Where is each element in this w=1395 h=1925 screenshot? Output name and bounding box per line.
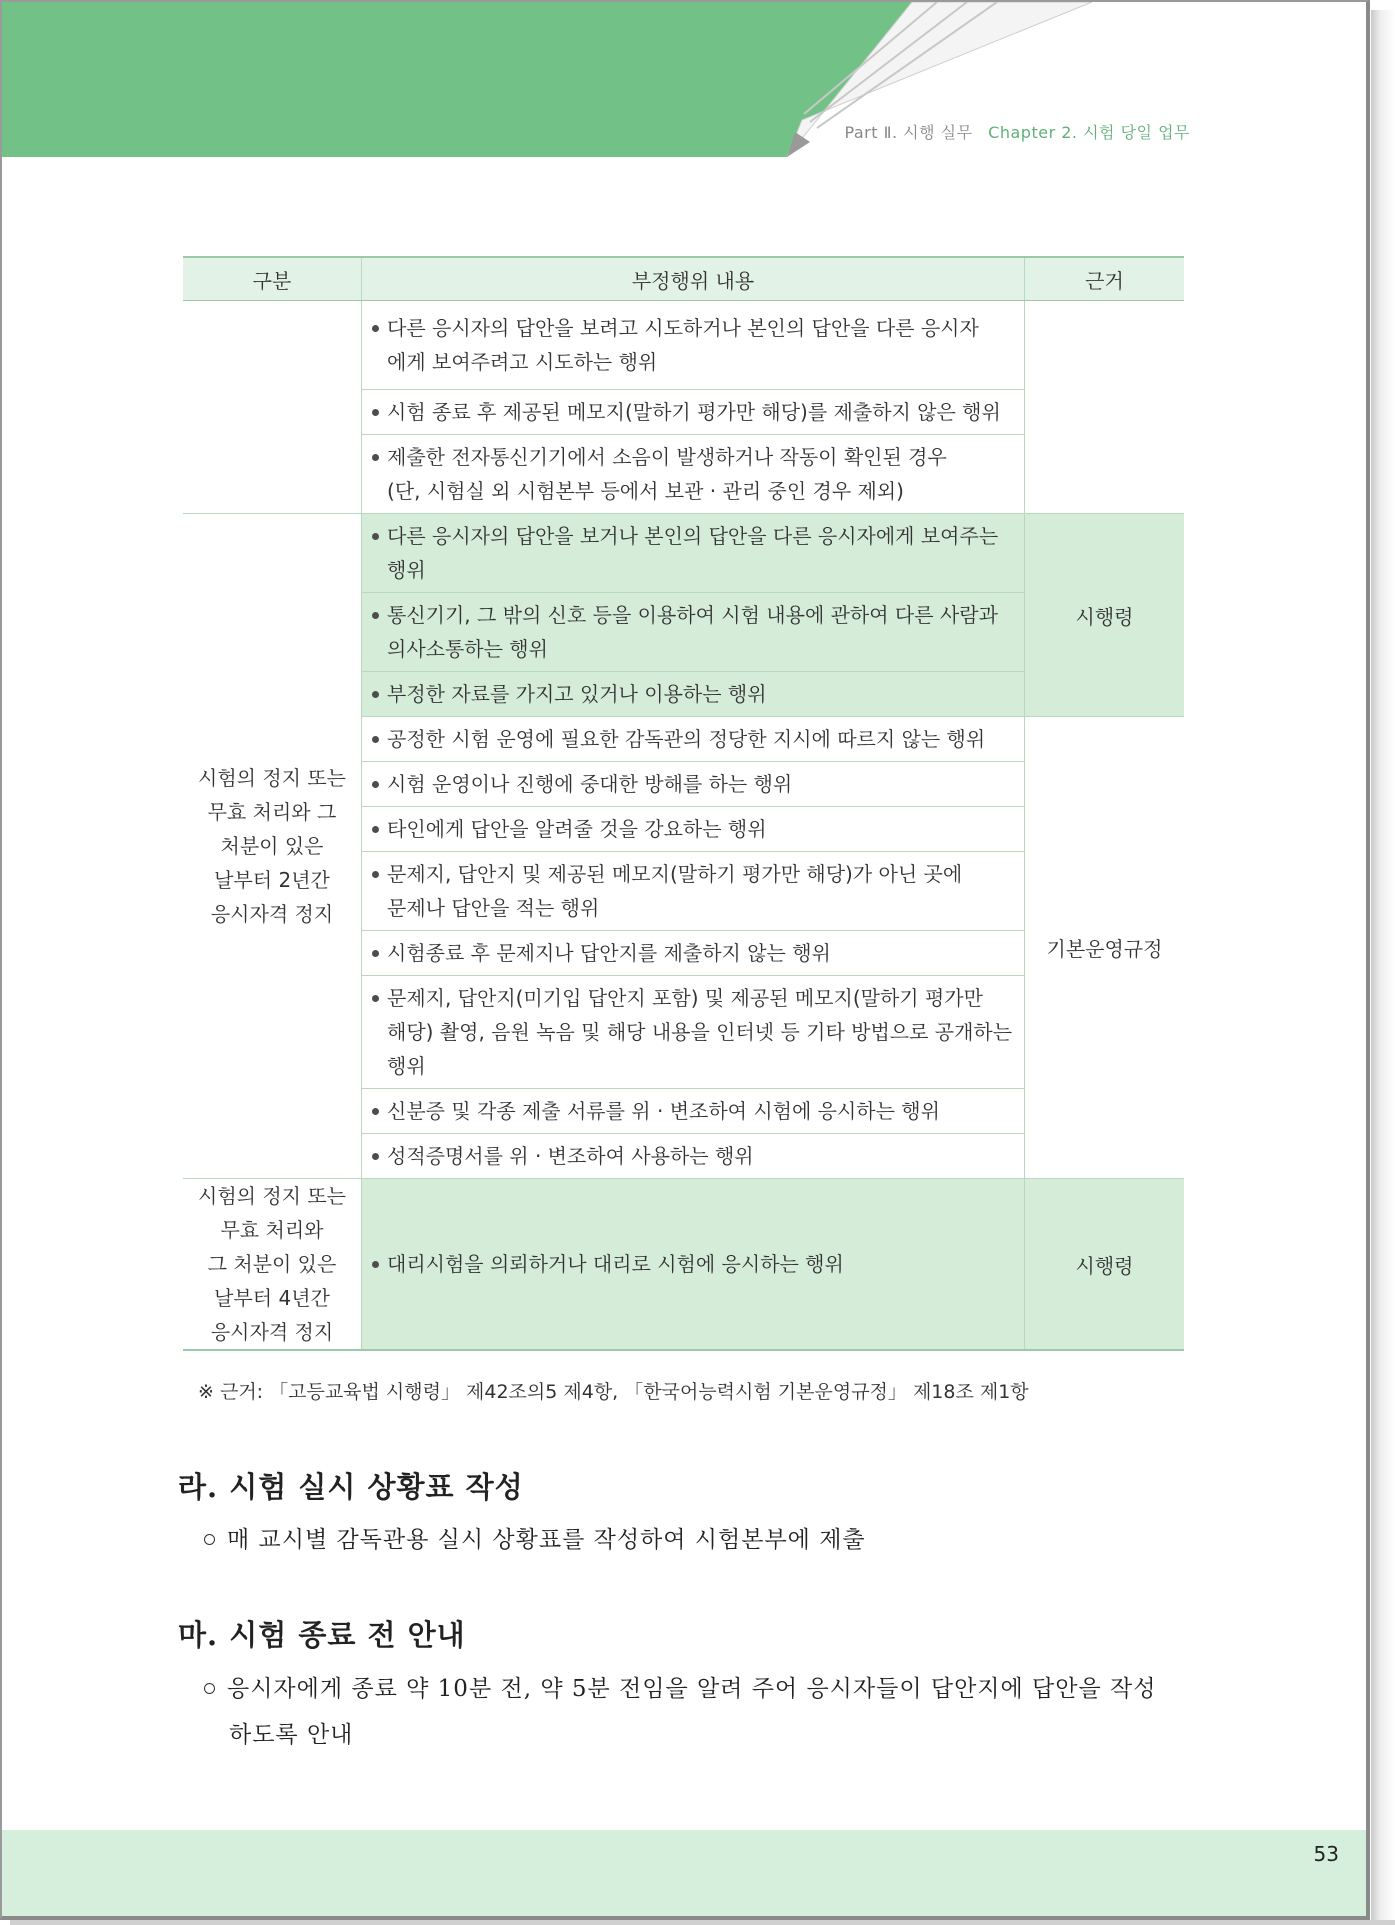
bullet-icon xyxy=(372,781,379,788)
footer-band xyxy=(2,1830,1368,1918)
bullet-icon xyxy=(372,736,379,743)
bullet-icon xyxy=(372,826,379,833)
table-row xyxy=(183,301,1184,390)
page-bottom-shadow xyxy=(10,1920,1395,1925)
content-cell: 타인에게 답안을 알려줄 것을 강요하는 행위 xyxy=(362,807,1025,852)
basis-cell-regulation: 기본운영규정 xyxy=(1025,717,1185,1179)
content-cell: 공정한 시험 운영에 필요한 감독관의 정당한 지시에 따르지 않는 행위 xyxy=(362,717,1025,762)
basis-cell-empty xyxy=(1025,301,1185,514)
page-number: 53 xyxy=(1313,1842,1339,1866)
category-cell-empty xyxy=(183,301,362,514)
bullet-icon xyxy=(372,454,379,461)
content-cell: 제출한 전자통신기기에서 소음이 발생하거나 작동이 확인된 경우 (단, 시험실 외 시험본부 등에서 보관 · 관리 중인 경우 제외) xyxy=(362,435,1025,514)
bullet-icon xyxy=(372,533,379,540)
content-cell: 시험 종료 후 제공된 메모지(말하기 평가만 해당)를 제출하지 않은 행위 xyxy=(362,390,1025,435)
content-cell: 통신기기, 그 밖의 신호 등을 이용하여 시험 내용에 관하여 다른 사람과 의사소통하는 행위 xyxy=(362,593,1025,672)
content-cell: 시험 운영이나 진행에 중대한 방해를 하는 행위 xyxy=(362,762,1025,807)
circle-bullet-icon xyxy=(204,1683,215,1694)
content-cell: 대리시험을 의뢰하거나 대리로 시험에 응시하는 행위 xyxy=(362,1179,1025,1351)
section-title-ra: 라. 시험 실시 상황표 작성 xyxy=(178,1470,524,1504)
section-title-ma: 마. 시험 종료 전 안내 xyxy=(178,1618,466,1652)
bullet-icon xyxy=(372,691,379,698)
content-cell: 성적증명서를 위 · 변조하여 사용하는 행위 xyxy=(362,1134,1025,1179)
bullet-icon xyxy=(372,950,379,957)
bullet-icon xyxy=(372,409,379,416)
chapter-label: Chapter 2. 시험 당일 업무 xyxy=(988,123,1190,142)
basis-cell-decree-4yr: 시행령 xyxy=(1025,1179,1185,1351)
content-cell: 문제지, 답안지 및 제공된 메모지(말하기 평가만 해당)가 아닌 곳에 문제나 답안을 적는 행위 xyxy=(362,852,1025,931)
content-cell: 신분증 및 각종 제출 서류를 위 · 변조하여 시험에 응시하는 행위 xyxy=(362,1089,1025,1134)
table-header-row xyxy=(183,257,1184,301)
circle-bullet-icon xyxy=(204,1534,215,1545)
content-cell: 시험종료 후 문제지나 답안지를 제출하지 않는 행위 xyxy=(362,931,1025,976)
bullet-icon xyxy=(372,612,379,619)
basis-cell-decree: 시행령 xyxy=(1025,514,1185,717)
part-label: Part Ⅱ. 시행 실무 xyxy=(844,123,973,142)
misconduct-table xyxy=(183,256,1184,1351)
category-cell-2yr: 시험의 정지 또는 무효 처리와 그 처분이 있은 날부터 2년간 응시자격 정지 xyxy=(183,514,362,1179)
content-cell: 문제지, 답안지(미기입 답안지 포함) 및 제공된 메모지(말하기 평가만 해당) 촬영, 음원 녹음 및 해당 내용을 인터넷 등 기타 방법으로 공개하는 행위 xyxy=(362,976,1025,1089)
bullet-icon xyxy=(372,995,379,1002)
section-ra-body: 매 교시별 감독관용 실시 상황표를 작성하여 시험본부에 제출 xyxy=(204,1517,866,1563)
header-content: 부정행위 내용 xyxy=(362,257,1025,301)
table-row xyxy=(183,514,1184,593)
section-ma-body: 응시자에게 종료 약 10분 전, 약 5분 전임을 알려 주어 응시자들이 답안지에 답안을 작성 하도록 안내 xyxy=(204,1666,1204,1758)
bullet-icon xyxy=(372,871,379,878)
header-basis: 근거 xyxy=(1025,257,1185,301)
content-cell: 다른 응시자의 답안을 보려고 시도하거나 본인의 답안을 다른 응시자 에게 보여주려고 시도하는 행위 xyxy=(362,301,1025,390)
content-cell: 부정한 자료를 가지고 있거나 이용하는 행위 xyxy=(362,672,1025,717)
source-note: ※ 근거: 「고등교육법 시행령」 제42조의5 제4항, 「한국어능력시험 기본운영규정」 제18조 제1항 xyxy=(198,1381,1029,1403)
category-cell-4yr: 시험의 정지 또는 무효 처리와 그 처분이 있은 날부터 4년간 응시자격 정지 xyxy=(183,1179,362,1351)
bullet-icon xyxy=(372,1153,379,1160)
bullet-icon xyxy=(372,1108,379,1115)
running-head xyxy=(844,120,1190,143)
content-cell: 다른 응시자의 답안을 보거나 본인의 답안을 다른 응시자에게 보여주는 행위 xyxy=(362,514,1025,593)
page-edge-shadow xyxy=(1371,10,1395,1925)
table-row xyxy=(183,1179,1184,1351)
bullet-icon xyxy=(372,1261,379,1268)
header-category: 구분 xyxy=(183,257,362,301)
bullet-icon xyxy=(372,325,379,332)
